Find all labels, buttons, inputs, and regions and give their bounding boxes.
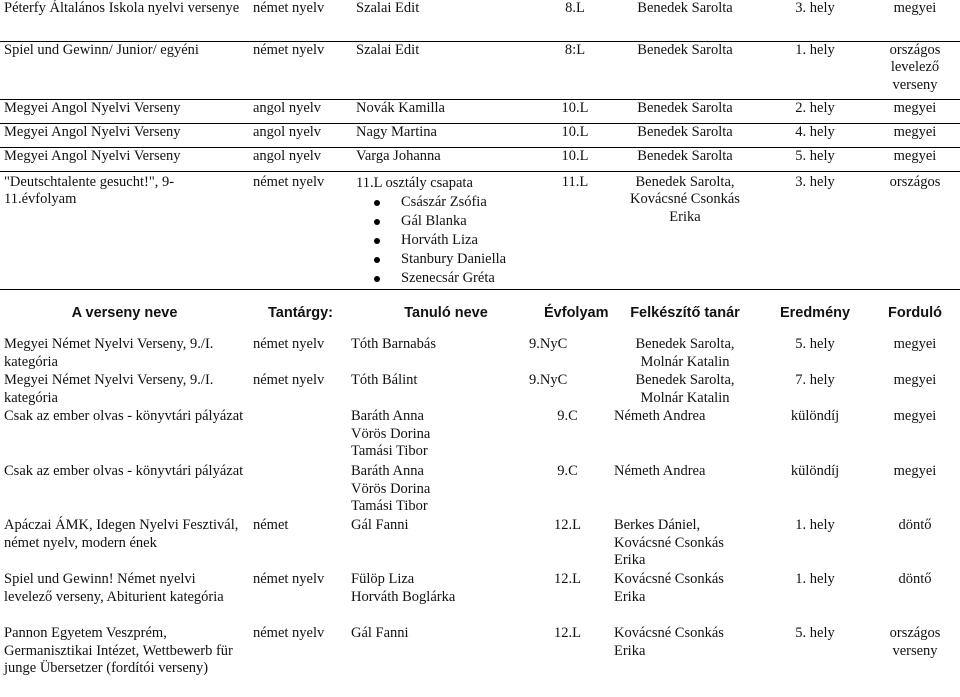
subject <box>249 408 347 463</box>
student-name: Novák Kamilla <box>352 99 540 123</box>
teacher-line: Benedek Sarolta, <box>635 372 735 388</box>
competition-name: Megyei Német Nyelvi Verseny, 9./I. kategória <box>4 372 214 406</box>
grade: 12.L <box>554 517 581 533</box>
competition-name: Megyei Angol Nyelvi Verseny <box>0 147 249 171</box>
competition-name: Pannon Egyetem Veszprém, Germanisztikai Intézet, Wettbewerb für junge Übersetzer (fordítói verseny) <box>4 625 233 676</box>
grade: 11.L <box>540 171 610 289</box>
teacher <box>610 408 760 463</box>
teacher: Benedek Sarolta <box>610 99 760 123</box>
table-row <box>0 463 960 517</box>
team-member: Szenecsár Gréta <box>356 269 536 288</box>
subject: angol nyelv <box>249 147 352 171</box>
table-row <box>0 336 960 372</box>
teacher-line: Molnár Katalin <box>640 389 730 406</box>
team-member: Gál Blanka <box>356 212 536 231</box>
teacher-line: Kovácsné Csonkás <box>614 571 724 587</box>
table-row-group <box>0 171 960 289</box>
subject: német nyelv <box>253 571 325 587</box>
student-name <box>347 517 525 571</box>
student: Baráth Anna <box>351 463 424 479</box>
team-member: Horváth Liza <box>356 231 536 250</box>
team-member: Császár Zsófia <box>356 193 536 212</box>
subject: német nyelv <box>253 336 325 352</box>
result: 4. hely <box>760 123 870 147</box>
round: megyei <box>870 123 960 147</box>
student-name: Nagy Martina <box>352 123 540 147</box>
grade: 8:L <box>540 41 610 99</box>
table-row <box>0 571 960 625</box>
table-row <box>0 41 960 99</box>
grade: 10.L <box>540 147 610 171</box>
result: 5. hely <box>760 147 870 171</box>
table-row <box>0 123 960 147</box>
round: megyei <box>870 147 960 171</box>
student-name <box>347 571 525 625</box>
grade: 9.NyC <box>529 336 568 352</box>
table-row <box>0 372 960 408</box>
student: Gál Fanni <box>351 625 409 641</box>
result: 1. hely <box>760 41 870 99</box>
subject: német <box>253 517 289 533</box>
teacher-line: Berkes Dániel, <box>614 517 701 533</box>
result: 7. hely <box>795 372 835 388</box>
round: megyei <box>893 408 937 424</box>
subject: német nyelv <box>249 171 352 289</box>
round: megyei <box>893 336 937 352</box>
competition-name: Csak az ember olvas - könyvtári pályázat <box>4 463 244 479</box>
results-table-lower <box>0 336 960 697</box>
result: 1. hely <box>795 571 835 587</box>
team-members-list <box>356 193 536 289</box>
teacher: Benedek Sarolta <box>610 123 760 147</box>
teacher-line: Benedek Sarolta, <box>635 336 735 352</box>
header-subject: Tantárgy: <box>268 305 333 322</box>
teacher-line: Németh Andrea <box>614 408 706 424</box>
result: 1. hely <box>795 517 835 533</box>
team-member: Stanbury Daniella <box>356 250 536 269</box>
round: országos levelező verseny <box>870 41 960 99</box>
teacher <box>610 517 760 571</box>
subject <box>249 463 347 517</box>
header-grade: Évfolyam <box>544 305 609 322</box>
teacher <box>610 625 760 697</box>
student: Horváth Boglárka <box>351 588 456 605</box>
header-student: Tanuló neve <box>404 305 488 322</box>
teacher <box>610 336 760 372</box>
student-name: Szalai Edit <box>352 0 540 41</box>
grade: 8.L <box>540 0 610 41</box>
teacher-line: Kovácsné Csonkás <box>614 534 724 551</box>
grade: 9.C <box>557 463 578 479</box>
result: 3. hely <box>760 0 870 41</box>
subject: angol nyelv <box>249 99 352 123</box>
student: Tamási Tibor <box>351 498 428 514</box>
round: megyei <box>870 99 960 123</box>
team-name: 11.L osztály csapata <box>356 174 473 191</box>
student: Tóth Bálint <box>351 372 418 388</box>
round: döntő <box>898 571 932 587</box>
teacher-line: Erika <box>614 642 646 659</box>
grade: 10.L <box>540 123 610 147</box>
result: különdíj <box>790 408 840 424</box>
competition-name: Péterfy Általános Iskola nyelvi versenye <box>0 0 249 41</box>
teacher <box>610 372 760 408</box>
results-table-header <box>0 303 960 325</box>
grade: 12.L <box>554 625 581 641</box>
student-name <box>347 372 525 408</box>
round: országos <box>870 171 960 289</box>
student-name <box>347 463 525 517</box>
table-row <box>0 408 960 463</box>
competition-name: Megyei Német Nyelvi Verseny, 9./I. kategória <box>4 336 214 370</box>
teacher: Benedek Sarolta <box>610 0 760 41</box>
teacher-line: Kovácsné Csonkás <box>614 625 724 641</box>
result: 5. hely <box>795 625 835 641</box>
teacher: Benedek Sarolta, Kovácsné Csonkás Erika <box>610 171 760 289</box>
teacher: Benedek Sarolta <box>610 147 760 171</box>
grade: 10.L <box>540 99 610 123</box>
student-name <box>347 336 525 372</box>
header-result: Eredmény <box>779 305 851 322</box>
student: Baráth Anna <box>351 408 424 424</box>
student: Tamási Tibor <box>351 443 428 459</box>
grade: 12.L <box>554 571 581 587</box>
subject: német nyelv <box>249 0 352 41</box>
teacher-line: Erika <box>614 588 646 605</box>
header-round: Forduló <box>888 305 942 322</box>
competition-name: Megyei Angol Nyelvi Verseny <box>0 123 249 147</box>
student-name: Varga Johanna <box>352 147 540 171</box>
result: 5. hely <box>795 336 835 352</box>
header-row <box>0 303 960 325</box>
student-name <box>347 408 525 463</box>
teacher-line: Molnár Katalin <box>640 353 730 370</box>
table-row <box>0 0 960 41</box>
teacher: Benedek Sarolta <box>610 41 760 99</box>
competition-name: Megyei Angol Nyelvi Verseny <box>0 99 249 123</box>
table-row <box>0 99 960 123</box>
competition-name: Apáczai ÁMK, Idegen Nyelvi Fesztivál, német nyelv, modern ének <box>4 517 239 551</box>
competition-name: Spiel und Gewinn! Német nyelvi levelező verseny, Abiturient kategória <box>4 571 224 605</box>
subject: német nyelv <box>249 41 352 99</box>
student-name <box>347 625 525 697</box>
teacher-line: Erika <box>614 552 646 568</box>
results-table-upper <box>0 0 960 290</box>
student: Vörös Dorina <box>351 480 431 497</box>
header-teacher: Felkészítő tanár <box>630 305 740 322</box>
table-row <box>0 625 960 697</box>
subject: német nyelv <box>253 372 325 388</box>
grade: 9.C <box>557 408 578 424</box>
round: megyei <box>893 463 937 479</box>
teacher-line: Németh Andrea <box>614 463 706 479</box>
student: Gál Fanni <box>351 517 409 533</box>
result: 3. hely <box>760 171 870 289</box>
result: különdíj <box>790 463 840 479</box>
student: Vörös Dorina <box>351 425 431 442</box>
team-cell <box>352 171 540 289</box>
student-name: Szalai Edit <box>352 41 540 99</box>
table-row <box>0 147 960 171</box>
subject: angol nyelv <box>249 123 352 147</box>
student: Tóth Barnabás <box>351 336 436 352</box>
competition-name: Csak az ember olvas - könyvtári pályázat <box>4 408 244 424</box>
teacher <box>610 463 760 517</box>
teacher <box>610 571 760 625</box>
competition-name: Spiel und Gewinn/ Junior/ egyéni <box>0 41 249 99</box>
competition-name: "Deutschtalente gesucht!", 9-11.évfolyam <box>0 171 249 289</box>
student: Fülöp Liza <box>351 571 415 587</box>
result: 2. hely <box>760 99 870 123</box>
grade: 9.NyC <box>529 372 568 388</box>
header-competition: A verseny neve <box>71 305 178 322</box>
round: megyei <box>870 0 960 41</box>
subject: német nyelv <box>253 625 325 641</box>
table-row <box>0 517 960 571</box>
round: megyei <box>893 372 937 388</box>
round: országos verseny <box>889 625 941 659</box>
round: döntő <box>898 517 932 533</box>
